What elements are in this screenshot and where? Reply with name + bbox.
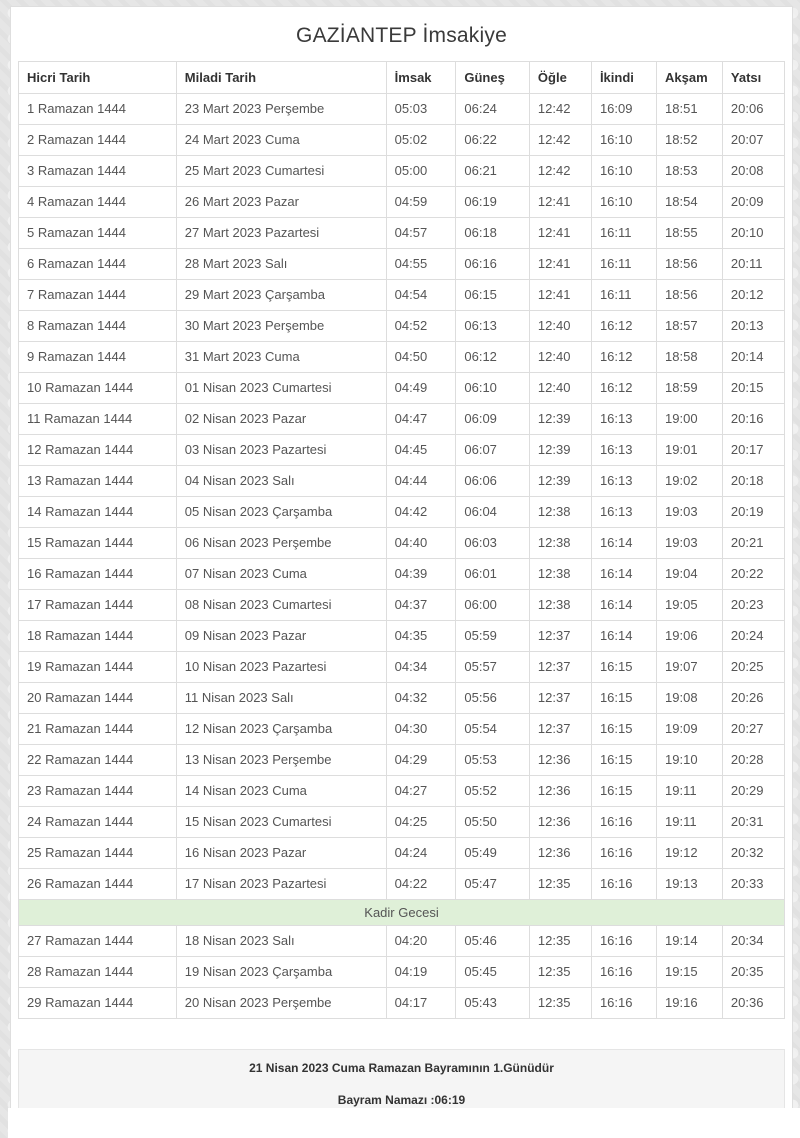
cell-hicri-date: 19 Ramazan 1444: [19, 652, 177, 683]
cell-gunes: 05:45: [456, 957, 530, 988]
column-header-gunes: Güneş: [456, 62, 530, 94]
cell-gunes: 06:01: [456, 559, 530, 590]
table-row: [19, 621, 785, 652]
cell-aksam: 19:01: [657, 435, 723, 466]
cell-gunes: 05:57: [456, 652, 530, 683]
cell-gunes: 05:49: [456, 838, 530, 869]
cell-yatsi: 20:16: [722, 404, 784, 435]
page-title: GAZİANTEP İmsakiye: [296, 24, 507, 47]
cell-miladi-date: 05 Nisan 2023 Çarşamba: [176, 497, 386, 528]
cell-hicri-date: 27 Ramazan 1444: [19, 926, 177, 957]
cell-ogle: 12:37: [529, 652, 591, 683]
prayer-table-body: [19, 94, 785, 1019]
cell-ikindi: 16:13: [591, 404, 656, 435]
table-row: [19, 156, 785, 187]
cell-yatsi: 20:34: [722, 926, 784, 957]
cell-gunes: 06:10: [456, 373, 530, 404]
cell-ikindi: 16:16: [591, 807, 656, 838]
cell-hicri-date: 17 Ramazan 1444: [19, 590, 177, 621]
cell-imsak: 04:52: [386, 311, 456, 342]
cell-ogle: 12:40: [529, 342, 591, 373]
cell-ogle: 12:35: [529, 988, 591, 1019]
cell-hicri-date: 12 Ramazan 1444: [19, 435, 177, 466]
cell-ikindi: 16:14: [591, 528, 656, 559]
cell-ogle: 12:36: [529, 838, 591, 869]
cell-ikindi: 16:12: [591, 373, 656, 404]
cell-imsak: 04:55: [386, 249, 456, 280]
cell-yatsi: 20:10: [722, 218, 784, 249]
cell-ikindi: 16:15: [591, 652, 656, 683]
table-row: [19, 311, 785, 342]
cell-aksam: 19:03: [657, 528, 723, 559]
cell-ogle: 12:39: [529, 435, 591, 466]
empty-spacer-row: [11, 1019, 792, 1049]
cell-gunes: 06:00: [456, 590, 530, 621]
cell-yatsi: 20:07: [722, 125, 784, 156]
cell-miladi-date: 15 Nisan 2023 Cumartesi: [176, 807, 386, 838]
cell-imsak: 04:40: [386, 528, 456, 559]
cell-yatsi: 20:25: [722, 652, 784, 683]
column-header-miladi-date: Miladi Tarih: [176, 62, 386, 94]
cell-gunes: 06:15: [456, 280, 530, 311]
cell-aksam: 19:02: [657, 466, 723, 497]
cell-ogle: 12:39: [529, 404, 591, 435]
cell-aksam: 19:11: [657, 776, 723, 807]
cell-miladi-date: 01 Nisan 2023 Cumartesi: [176, 373, 386, 404]
cell-ikindi: 16:15: [591, 683, 656, 714]
cell-miladi-date: 24 Mart 2023 Cuma: [176, 125, 386, 156]
cell-miladi-date: 16 Nisan 2023 Pazar: [176, 838, 386, 869]
cell-yatsi: 20:21: [722, 528, 784, 559]
cell-ikindi: 16:16: [591, 988, 656, 1019]
cell-ikindi: 16:16: [591, 957, 656, 988]
cell-ogle: 12:35: [529, 957, 591, 988]
table-header-row: [19, 62, 785, 94]
cell-yatsi: 20:11: [722, 249, 784, 280]
cell-ogle: 12:36: [529, 776, 591, 807]
cell-miladi-date: 31 Mart 2023 Cuma: [176, 342, 386, 373]
cell-ogle: 12:36: [529, 807, 591, 838]
cell-miladi-date: 19 Nisan 2023 Çarşamba: [176, 957, 386, 988]
cell-miladi-date: 14 Nisan 2023 Cuma: [176, 776, 386, 807]
cell-imsak: 04:27: [386, 776, 456, 807]
cell-hicri-date: 1 Ramazan 1444: [19, 94, 177, 125]
cell-ikindi: 16:12: [591, 311, 656, 342]
cell-ikindi: 16:11: [591, 218, 656, 249]
cell-ogle: 12:36: [529, 745, 591, 776]
cell-imsak: 04:32: [386, 683, 456, 714]
cell-yatsi: 20:24: [722, 621, 784, 652]
cell-miladi-date: 13 Nisan 2023 Perşembe: [176, 745, 386, 776]
cell-ogle: 12:40: [529, 311, 591, 342]
cell-yatsi: 20:09: [722, 187, 784, 218]
cell-aksam: 19:07: [657, 652, 723, 683]
table-row: [19, 838, 785, 869]
cell-ogle: 12:42: [529, 125, 591, 156]
cell-ikindi: 16:15: [591, 776, 656, 807]
cell-yatsi: 20:22: [722, 559, 784, 590]
table-row: [19, 714, 785, 745]
table-row: [19, 218, 785, 249]
table-row: [19, 776, 785, 807]
table-row: [19, 187, 785, 218]
cell-imsak: 04:20: [386, 926, 456, 957]
cell-gunes: 06:24: [456, 94, 530, 125]
column-header-ikindi: İkindi: [591, 62, 656, 94]
table-row: [19, 404, 785, 435]
cell-ikindi: 16:16: [591, 838, 656, 869]
cell-miladi-date: 29 Mart 2023 Çarşamba: [176, 280, 386, 311]
table-row: [19, 528, 785, 559]
cell-hicri-date: 18 Ramazan 1444: [19, 621, 177, 652]
cell-imsak: 04:42: [386, 497, 456, 528]
cell-yatsi: 20:31: [722, 807, 784, 838]
cell-miladi-date: 30 Mart 2023 Perşembe: [176, 311, 386, 342]
cell-ikindi: 16:10: [591, 187, 656, 218]
table-row: [19, 745, 785, 776]
cell-yatsi: 20:26: [722, 683, 784, 714]
cell-ikindi: 16:15: [591, 745, 656, 776]
cell-aksam: 19:05: [657, 590, 723, 621]
cell-hicri-date: 24 Ramazan 1444: [19, 807, 177, 838]
table-row: [19, 94, 785, 125]
cell-ogle: 12:37: [529, 683, 591, 714]
column-header-ogle: Öğle: [529, 62, 591, 94]
cell-imsak: 04:45: [386, 435, 456, 466]
cell-aksam: 19:15: [657, 957, 723, 988]
cell-gunes: 06:12: [456, 342, 530, 373]
cell-gunes: 05:47: [456, 869, 530, 900]
cell-imsak: 04:30: [386, 714, 456, 745]
cell-imsak: 04:29: [386, 745, 456, 776]
cell-miladi-date: 09 Nisan 2023 Pazar: [176, 621, 386, 652]
cell-gunes: 06:22: [456, 125, 530, 156]
cell-aksam: 19:16: [657, 988, 723, 1019]
cell-miladi-date: 07 Nisan 2023 Cuma: [176, 559, 386, 590]
table-row: [19, 125, 785, 156]
cell-miladi-date: 10 Nisan 2023 Pazartesi: [176, 652, 386, 683]
cell-aksam: 18:52: [657, 125, 723, 156]
cell-aksam: 19:06: [657, 621, 723, 652]
cell-miladi-date: 20 Nisan 2023 Perşembe: [176, 988, 386, 1019]
bayram-prayer-time-text: Bayram Namazı :06:19: [337, 1093, 466, 1107]
table-row: [19, 652, 785, 683]
cell-ogle: 12:42: [529, 94, 591, 125]
cell-imsak: 04:35: [386, 621, 456, 652]
cell-aksam: 19:10: [657, 745, 723, 776]
table-row: [19, 373, 785, 404]
cell-miladi-date: 25 Mart 2023 Cumartesi: [176, 156, 386, 187]
cell-aksam: 19:04: [657, 559, 723, 590]
column-header-aksam: Akşam: [657, 62, 723, 94]
cell-ogle: 12:41: [529, 249, 591, 280]
cell-gunes: 06:16: [456, 249, 530, 280]
cell-hicri-date: 23 Ramazan 1444: [19, 776, 177, 807]
table-row: [19, 869, 785, 900]
cell-hicri-date: 11 Ramazan 1444: [19, 404, 177, 435]
cell-miladi-date: 11 Nisan 2023 Salı: [176, 683, 386, 714]
column-header-yatsi: Yatsı: [722, 62, 784, 94]
cell-ikindi: 16:12: [591, 342, 656, 373]
cell-aksam: 18:51: [657, 94, 723, 125]
cell-aksam: 18:59: [657, 373, 723, 404]
cell-miladi-date: 17 Nisan 2023 Pazartesi: [176, 869, 386, 900]
table-row: [19, 957, 785, 988]
cell-imsak: 05:02: [386, 125, 456, 156]
cell-aksam: 18:56: [657, 280, 723, 311]
cell-yatsi: 20:23: [722, 590, 784, 621]
cell-imsak: 04:24: [386, 838, 456, 869]
cell-hicri-date: 3 Ramazan 1444: [19, 156, 177, 187]
cell-gunes: 05:53: [456, 745, 530, 776]
table-row: [19, 497, 785, 528]
table-row: [19, 926, 785, 957]
cell-ogle: 12:35: [529, 926, 591, 957]
cell-yatsi: 20:13: [722, 311, 784, 342]
cell-yatsi: 20:17: [722, 435, 784, 466]
cell-hicri-date: 29 Ramazan 1444: [19, 988, 177, 1019]
cell-ogle: 12:35: [529, 869, 591, 900]
kadir-gecesi-banner: Kadir Gecesi: [19, 900, 785, 926]
cell-miladi-date: 18 Nisan 2023 Salı: [176, 926, 386, 957]
cell-yatsi: 20:12: [722, 280, 784, 311]
cell-miladi-date: 26 Mart 2023 Pazar: [176, 187, 386, 218]
cell-imsak: 05:03: [386, 94, 456, 125]
cell-hicri-date: 13 Ramazan 1444: [19, 466, 177, 497]
cell-hicri-date: 20 Ramazan 1444: [19, 683, 177, 714]
cell-yatsi: 20:27: [722, 714, 784, 745]
cell-imsak: 04:19: [386, 957, 456, 988]
cell-hicri-date: 28 Ramazan 1444: [19, 957, 177, 988]
cell-gunes: 06:04: [456, 497, 530, 528]
cell-hicri-date: 22 Ramazan 1444: [19, 745, 177, 776]
table-row: [19, 280, 785, 311]
title-bar: [11, 7, 792, 61]
cell-ikindi: 16:14: [591, 559, 656, 590]
cell-yatsi: 20:15: [722, 373, 784, 404]
cell-gunes: 06:19: [456, 187, 530, 218]
cell-ogle: 12:41: [529, 187, 591, 218]
cell-miladi-date: 12 Nisan 2023 Çarşamba: [176, 714, 386, 745]
cell-gunes: 06:06: [456, 466, 530, 497]
cell-imsak: 04:37: [386, 590, 456, 621]
cell-ikindi: 16:16: [591, 869, 656, 900]
table-row: [19, 466, 785, 497]
cell-aksam: 19:12: [657, 838, 723, 869]
cell-yatsi: 20:35: [722, 957, 784, 988]
column-header-imsak: İmsak: [386, 62, 456, 94]
cell-yatsi: 20:18: [722, 466, 784, 497]
cell-aksam: 19:09: [657, 714, 723, 745]
cell-hicri-date: 5 Ramazan 1444: [19, 218, 177, 249]
imsakiye-card: [10, 6, 793, 1129]
cell-imsak: 04:22: [386, 869, 456, 900]
cell-yatsi: 20:36: [722, 988, 784, 1019]
prayer-times-table: [18, 61, 785, 1019]
cell-ogle: 12:39: [529, 466, 591, 497]
cell-imsak: 04:17: [386, 988, 456, 1019]
cell-ikindi: 16:11: [591, 249, 656, 280]
cell-ogle: 12:42: [529, 156, 591, 187]
cell-ogle: 12:38: [529, 590, 591, 621]
cell-yatsi: 20:08: [722, 156, 784, 187]
cell-hicri-date: 21 Ramazan 1444: [19, 714, 177, 745]
cell-ogle: 12:37: [529, 621, 591, 652]
cell-hicri-date: 26 Ramazan 1444: [19, 869, 177, 900]
cell-imsak: 04:54: [386, 280, 456, 311]
cell-ikindi: 16:16: [591, 926, 656, 957]
cell-ogle: 12:41: [529, 218, 591, 249]
cell-gunes: 05:52: [456, 776, 530, 807]
table-row: [19, 342, 785, 373]
cell-ikindi: 16:09: [591, 94, 656, 125]
table-row: [19, 559, 785, 590]
cell-miladi-date: 23 Mart 2023 Perşembe: [176, 94, 386, 125]
cell-ikindi: 16:10: [591, 156, 656, 187]
cell-ogle: 12:37: [529, 714, 591, 745]
cell-yatsi: 20:33: [722, 869, 784, 900]
cell-ikindi: 16:13: [591, 435, 656, 466]
cell-ogle: 12:38: [529, 559, 591, 590]
cell-ikindi: 16:13: [591, 466, 656, 497]
table-row: [19, 249, 785, 280]
cell-aksam: 19:14: [657, 926, 723, 957]
cell-aksam: 18:57: [657, 311, 723, 342]
table-row: [19, 988, 785, 1019]
table-row: [19, 807, 785, 838]
cell-ikindi: 16:14: [591, 621, 656, 652]
cell-miladi-date: 27 Mart 2023 Pazartesi: [176, 218, 386, 249]
cell-hicri-date: 10 Ramazan 1444: [19, 373, 177, 404]
cell-imsak: 04:44: [386, 466, 456, 497]
cell-yatsi: 20:28: [722, 745, 784, 776]
cell-gunes: 06:13: [456, 311, 530, 342]
cell-aksam: 18:55: [657, 218, 723, 249]
cell-miladi-date: 08 Nisan 2023 Cumartesi: [176, 590, 386, 621]
cell-miladi-date: 04 Nisan 2023 Salı: [176, 466, 386, 497]
table-row: [19, 683, 785, 714]
cell-gunes: 05:56: [456, 683, 530, 714]
cell-yatsi: 20:29: [722, 776, 784, 807]
cell-aksam: 19:08: [657, 683, 723, 714]
cell-gunes: 06:07: [456, 435, 530, 466]
cell-ogle: 12:41: [529, 280, 591, 311]
cell-gunes: 06:03: [456, 528, 530, 559]
cell-yatsi: 20:14: [722, 342, 784, 373]
cell-imsak: 05:00: [386, 156, 456, 187]
cell-gunes: 05:59: [456, 621, 530, 652]
cell-aksam: 18:54: [657, 187, 723, 218]
bayram-day-text: 21 Nisan 2023 Cuma Ramazan Bayramının 1.Günüdür: [249, 1061, 554, 1075]
cell-aksam: 18:53: [657, 156, 723, 187]
cell-imsak: 04:49: [386, 373, 456, 404]
cell-aksam: 18:58: [657, 342, 723, 373]
cell-imsak: 04:57: [386, 218, 456, 249]
cell-aksam: 19:11: [657, 807, 723, 838]
cell-ikindi: 16:13: [591, 497, 656, 528]
cell-imsak: 04:34: [386, 652, 456, 683]
cell-hicri-date: 16 Ramazan 1444: [19, 559, 177, 590]
cell-hicri-date: 15 Ramazan 1444: [19, 528, 177, 559]
cell-yatsi: 20:19: [722, 497, 784, 528]
cell-ogle: 12:38: [529, 497, 591, 528]
cell-imsak: 04:39: [386, 559, 456, 590]
cell-ikindi: 16:15: [591, 714, 656, 745]
cell-hicri-date: 6 Ramazan 1444: [19, 249, 177, 280]
cell-gunes: 05:54: [456, 714, 530, 745]
cell-aksam: 18:56: [657, 249, 723, 280]
bottom-whitespace: [8, 1108, 800, 1138]
cell-gunes: 06:18: [456, 218, 530, 249]
cell-miladi-date: 02 Nisan 2023 Pazar: [176, 404, 386, 435]
cell-hicri-date: 14 Ramazan 1444: [19, 497, 177, 528]
kadir-gecesi-banner-row: [19, 900, 785, 926]
cell-aksam: 19:00: [657, 404, 723, 435]
cell-ogle: 12:38: [529, 528, 591, 559]
cell-ikindi: 16:11: [591, 280, 656, 311]
cell-hicri-date: 9 Ramazan 1444: [19, 342, 177, 373]
cell-hicri-date: 4 Ramazan 1444: [19, 187, 177, 218]
table-row: [19, 435, 785, 466]
cell-gunes: 05:46: [456, 926, 530, 957]
cell-gunes: 06:09: [456, 404, 530, 435]
table-row: [19, 590, 785, 621]
cell-ogle: 12:40: [529, 373, 591, 404]
cell-hicri-date: 7 Ramazan 1444: [19, 280, 177, 311]
cell-gunes: 06:21: [456, 156, 530, 187]
cell-yatsi: 20:06: [722, 94, 784, 125]
cell-aksam: 19:13: [657, 869, 723, 900]
column-header-hicri-date: Hicri Tarih: [19, 62, 177, 94]
cell-gunes: 05:50: [456, 807, 530, 838]
cell-hicri-date: 8 Ramazan 1444: [19, 311, 177, 342]
cell-hicri-date: 2 Ramazan 1444: [19, 125, 177, 156]
cell-imsak: 04:25: [386, 807, 456, 838]
cell-hicri-date: 25 Ramazan 1444: [19, 838, 177, 869]
cell-imsak: 04:59: [386, 187, 456, 218]
cell-aksam: 19:03: [657, 497, 723, 528]
cell-ikindi: 16:10: [591, 125, 656, 156]
cell-miladi-date: 06 Nisan 2023 Perşembe: [176, 528, 386, 559]
cell-yatsi: 20:32: [722, 838, 784, 869]
cell-gunes: 05:43: [456, 988, 530, 1019]
cell-ikindi: 16:14: [591, 590, 656, 621]
cell-miladi-date: 03 Nisan 2023 Pazartesi: [176, 435, 386, 466]
cell-miladi-date: 28 Mart 2023 Salı: [176, 249, 386, 280]
cell-imsak: 04:47: [386, 404, 456, 435]
cell-imsak: 04:50: [386, 342, 456, 373]
